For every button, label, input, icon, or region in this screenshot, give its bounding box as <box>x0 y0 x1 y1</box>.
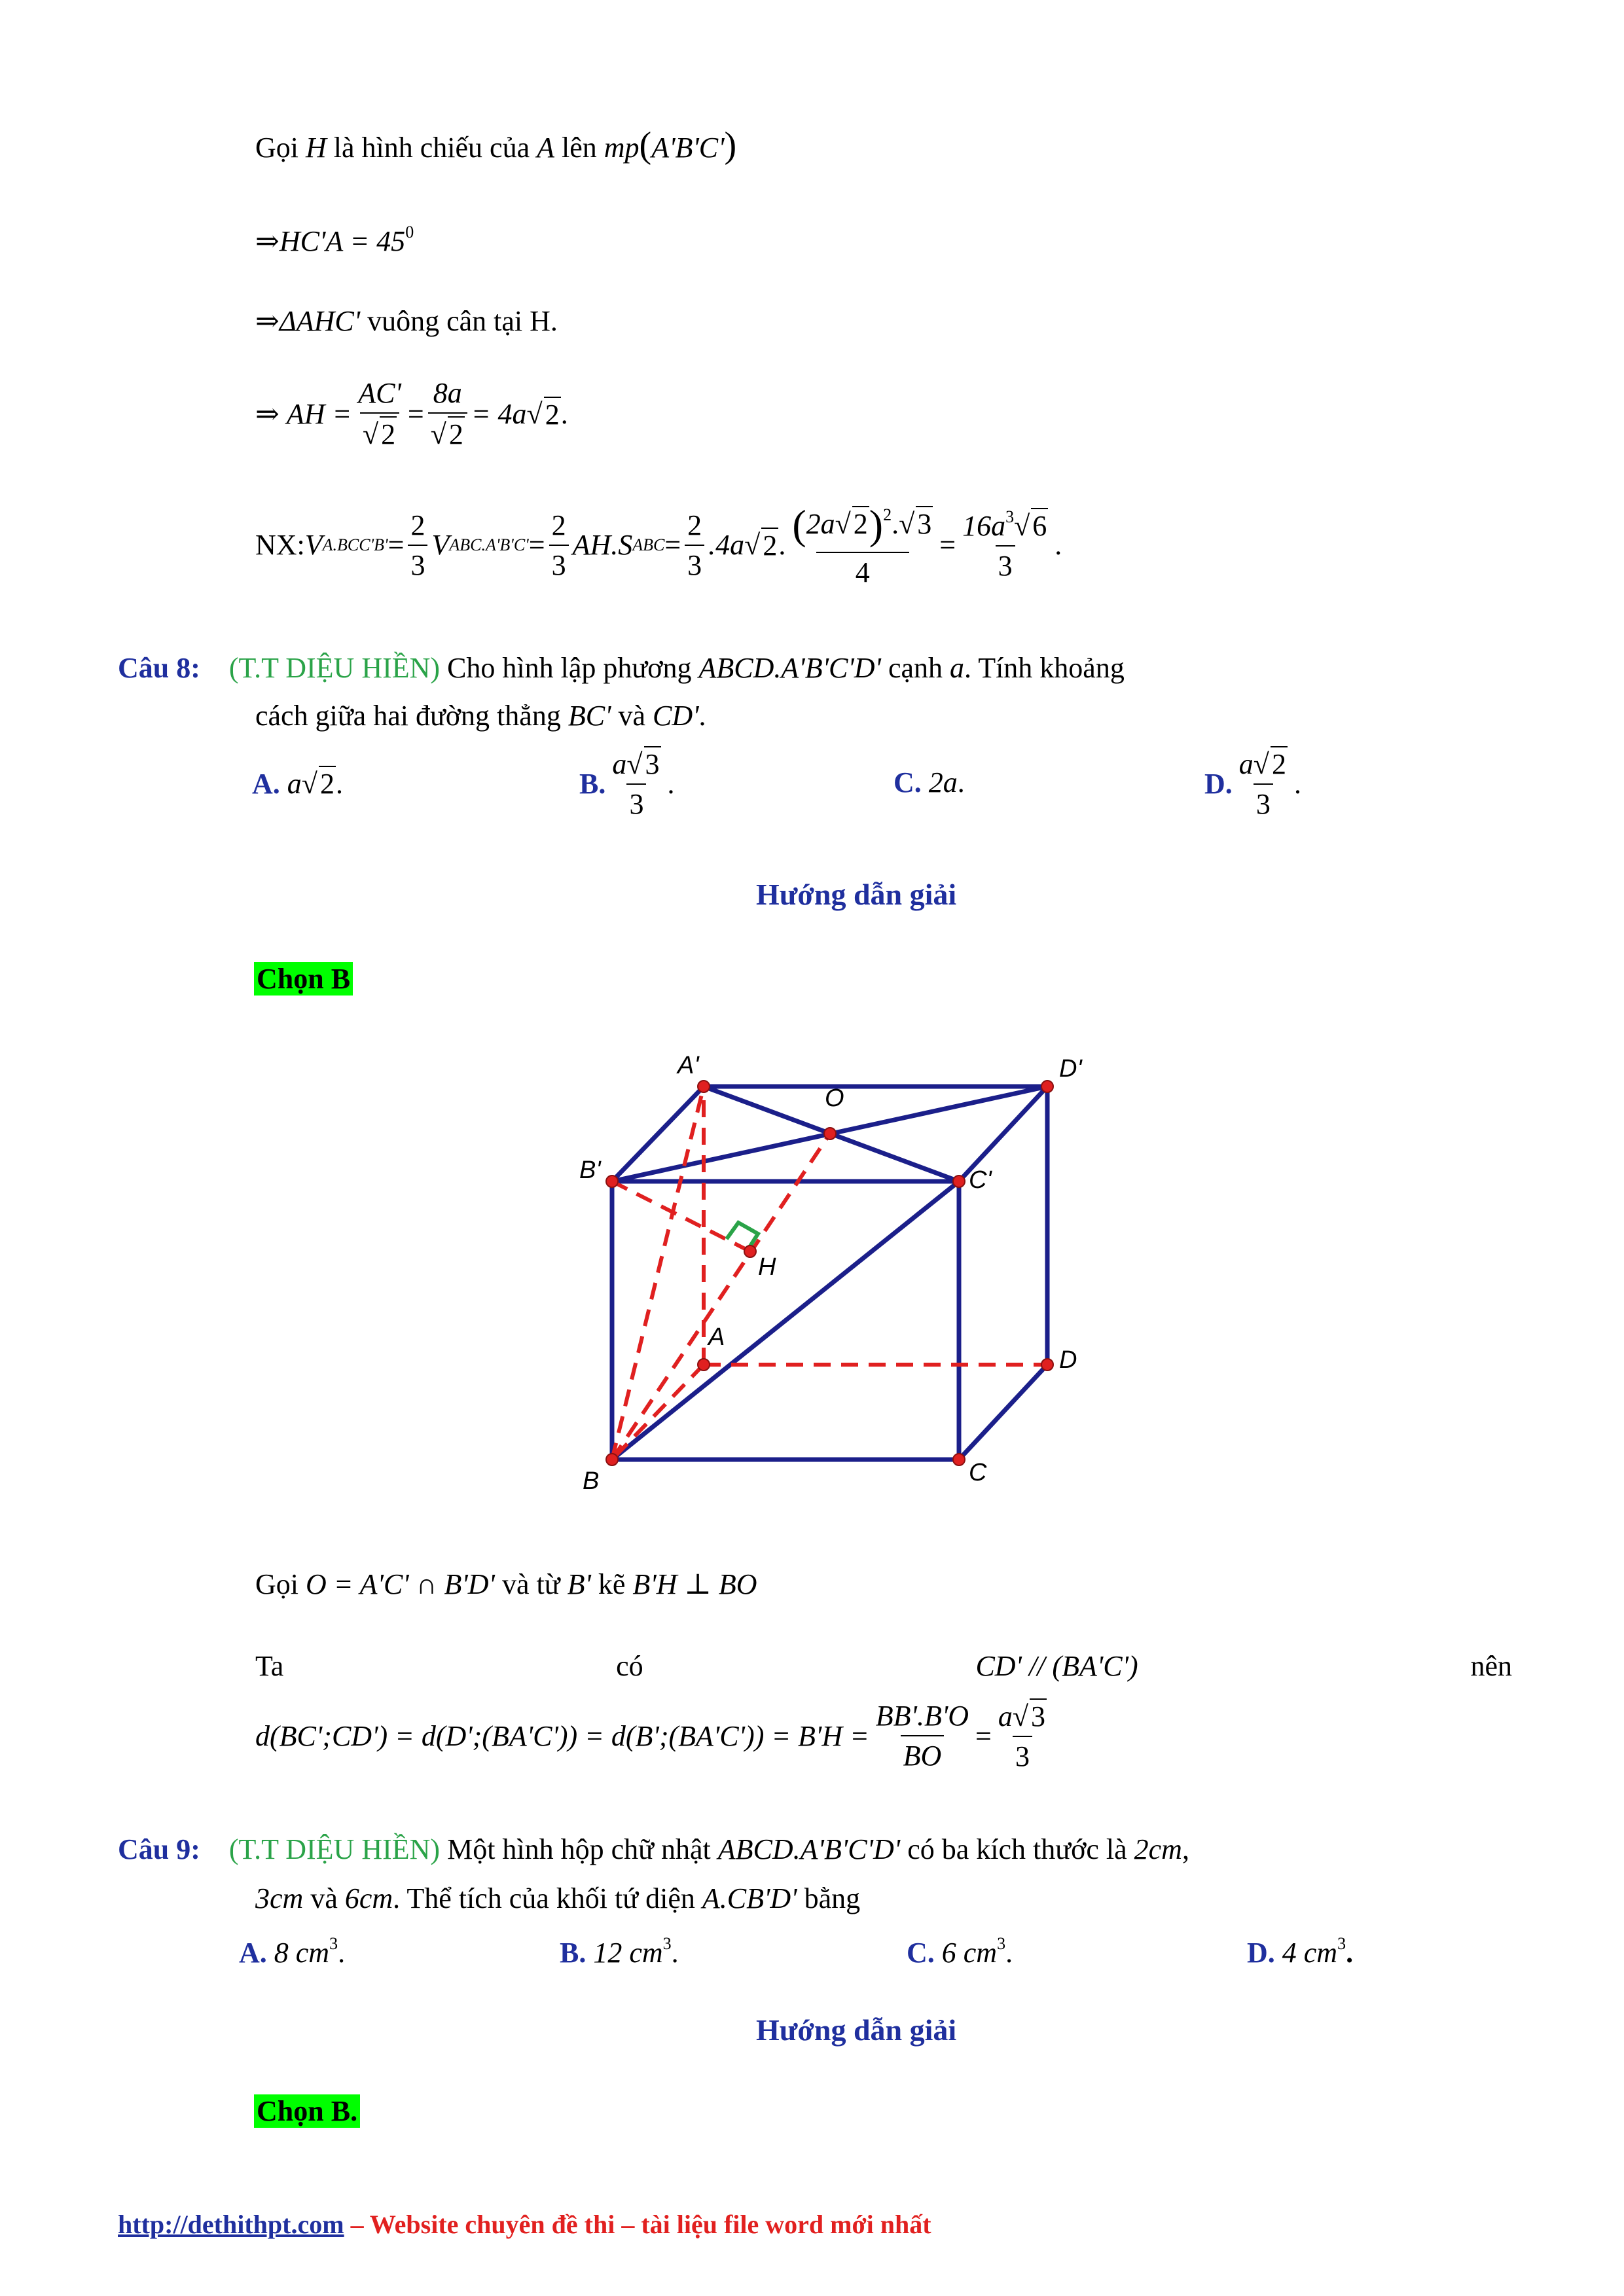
label-b: B <box>583 1467 600 1495</box>
edge-c-d <box>959 1365 1047 1460</box>
dash-bp-h <box>612 1181 750 1251</box>
vertex-c <box>953 1454 965 1465</box>
dash-b-ap <box>612 1086 704 1460</box>
vertex-h <box>744 1246 756 1257</box>
question-8-line2: cách giữa hai đường thẳng BC' và CD'. <box>255 700 706 732</box>
question-9-line1: Câu 9: (T.T DIỆU HIỀN) Một hình hộp chữ nhật ABCD.A'B'C'D' có ba kích thước là 2cm, <box>118 1833 1189 1865</box>
vertex-o <box>824 1128 836 1139</box>
label-d: D <box>1059 1346 1077 1374</box>
diag-b-cp <box>612 1181 959 1460</box>
label-ap: A' <box>677 1052 699 1079</box>
question-8-label: Câu 8: <box>118 652 200 684</box>
q9-option-c[interactable]: C. 6 $cm^3$. <box>907 1934 1013 1969</box>
q8-option-c[interactable]: C. 2a. <box>893 766 965 798</box>
edge-ap-bp <box>612 1086 704 1181</box>
label-bp: B' <box>579 1157 601 1184</box>
question-8-source: (T.T DIỆU HIỀN) <box>228 652 441 684</box>
label-a: A <box>708 1323 725 1351</box>
q9-option-a[interactable]: A. 8 $cm^3$. <box>239 1934 346 1969</box>
q9-answer-badge: Chọn B. <box>254 2094 360 2128</box>
vertex-bp <box>606 1175 618 1187</box>
solution-line-triangle: ⇒ΔAHC' vuông cân tại H. <box>255 305 558 337</box>
cube-solid-edges <box>612 1086 1047 1460</box>
q9-option-d[interactable]: D. 4 $cm^3$. <box>1247 1934 1354 1969</box>
solution-line-ah: ⇒ AH = $\frac{AC'}{√2}$ = $\frac{8a}{√2}$ = 4a √ 2 . <box>255 377 568 450</box>
footer-link[interactable]: http://dethithpt.com <box>118 2210 344 2239</box>
q8-answer-badge: Chọn B <box>254 962 353 996</box>
q8-option-a[interactable]: A. a√2. <box>252 766 343 800</box>
q8-solution-line3: d(BC';CD') = d(D';(BA'C')) = d(B';(BA'C')) = B'H = $\frac{BB'.B'O}{BO}$ = $\frac{a√3}{3}$ <box>255 1700 1046 1772</box>
cube-figure <box>556 1028 1146 1518</box>
label-o: O <box>825 1085 844 1112</box>
question-9-label: Câu 9: <box>118 1833 200 1865</box>
q9-guide-heading: Hướng dẫn giải <box>756 2013 957 2047</box>
q8-solution-line1: Gọi O = A'C' ∩ B'D' và từ B' kẽ B'H ⊥ BO <box>255 1568 757 1600</box>
label-cp: C' <box>969 1166 992 1194</box>
question-8-line1: Câu 8: (T.T DIỆU HIỀN) Cho hình lập phương ABCD.A'B'C'D' cạnh a. Tính khoảng <box>118 652 1125 684</box>
question-9-line2: 3cm và 6cm. Thể tích của khối tứ diện A.CB'D' bằng <box>255 1882 861 1914</box>
question-9-source: (T.T DIỆU HIỀN) <box>228 1833 441 1865</box>
cube-dashed-edges <box>612 1086 1047 1460</box>
label-dp: D' <box>1059 1055 1082 1083</box>
cube-labels <box>579 1052 1083 1495</box>
solution-line-projection: Gọi H là hình chiếu của A lên mp(A'B'C') <box>255 125 737 166</box>
vertex-cp <box>953 1175 965 1187</box>
hidden-a-b <box>612 1365 704 1460</box>
q8-option-d[interactable]: D. $\frac{a√2}{3}$ . <box>1204 746 1301 821</box>
label-h: H <box>758 1253 776 1281</box>
vertex-ap <box>698 1081 710 1092</box>
solution-line-angle: ⇒HC'A = $45^0$ <box>255 223 414 257</box>
vertex-dp <box>1041 1081 1053 1092</box>
label-c: C <box>969 1459 987 1486</box>
solution-line-volume: NX: V A.BCC'B' = $\frac{2}{3}$ V ABC.A'B'C' = $\frac{2}{3}$ AH.S ABC = $\frac{2}{3}$ .4a √ 2 . $\frac{(2a√2)^2.√3}{4}$ = $\frac{16a^3√6}{3}$ . <box>255 501 1062 588</box>
q9-option-b[interactable]: B. 12 $cm^3$. <box>560 1934 679 1969</box>
page-footer: http://dethithpt.com – Website chuyên đề thi – tài liệu file word mới nhất <box>118 2210 931 2239</box>
q8-option-b[interactable]: B. $\frac{a√3}{3}$ . <box>579 746 675 821</box>
q8-solution-line2: Ta có CD' // (BA'C') nên <box>255 1650 1512 1682</box>
vertex-a <box>698 1359 710 1371</box>
vertex-d <box>1041 1359 1053 1371</box>
vertex-b <box>606 1454 618 1465</box>
q8-guide-heading: Hướng dẫn giải <box>756 878 957 911</box>
